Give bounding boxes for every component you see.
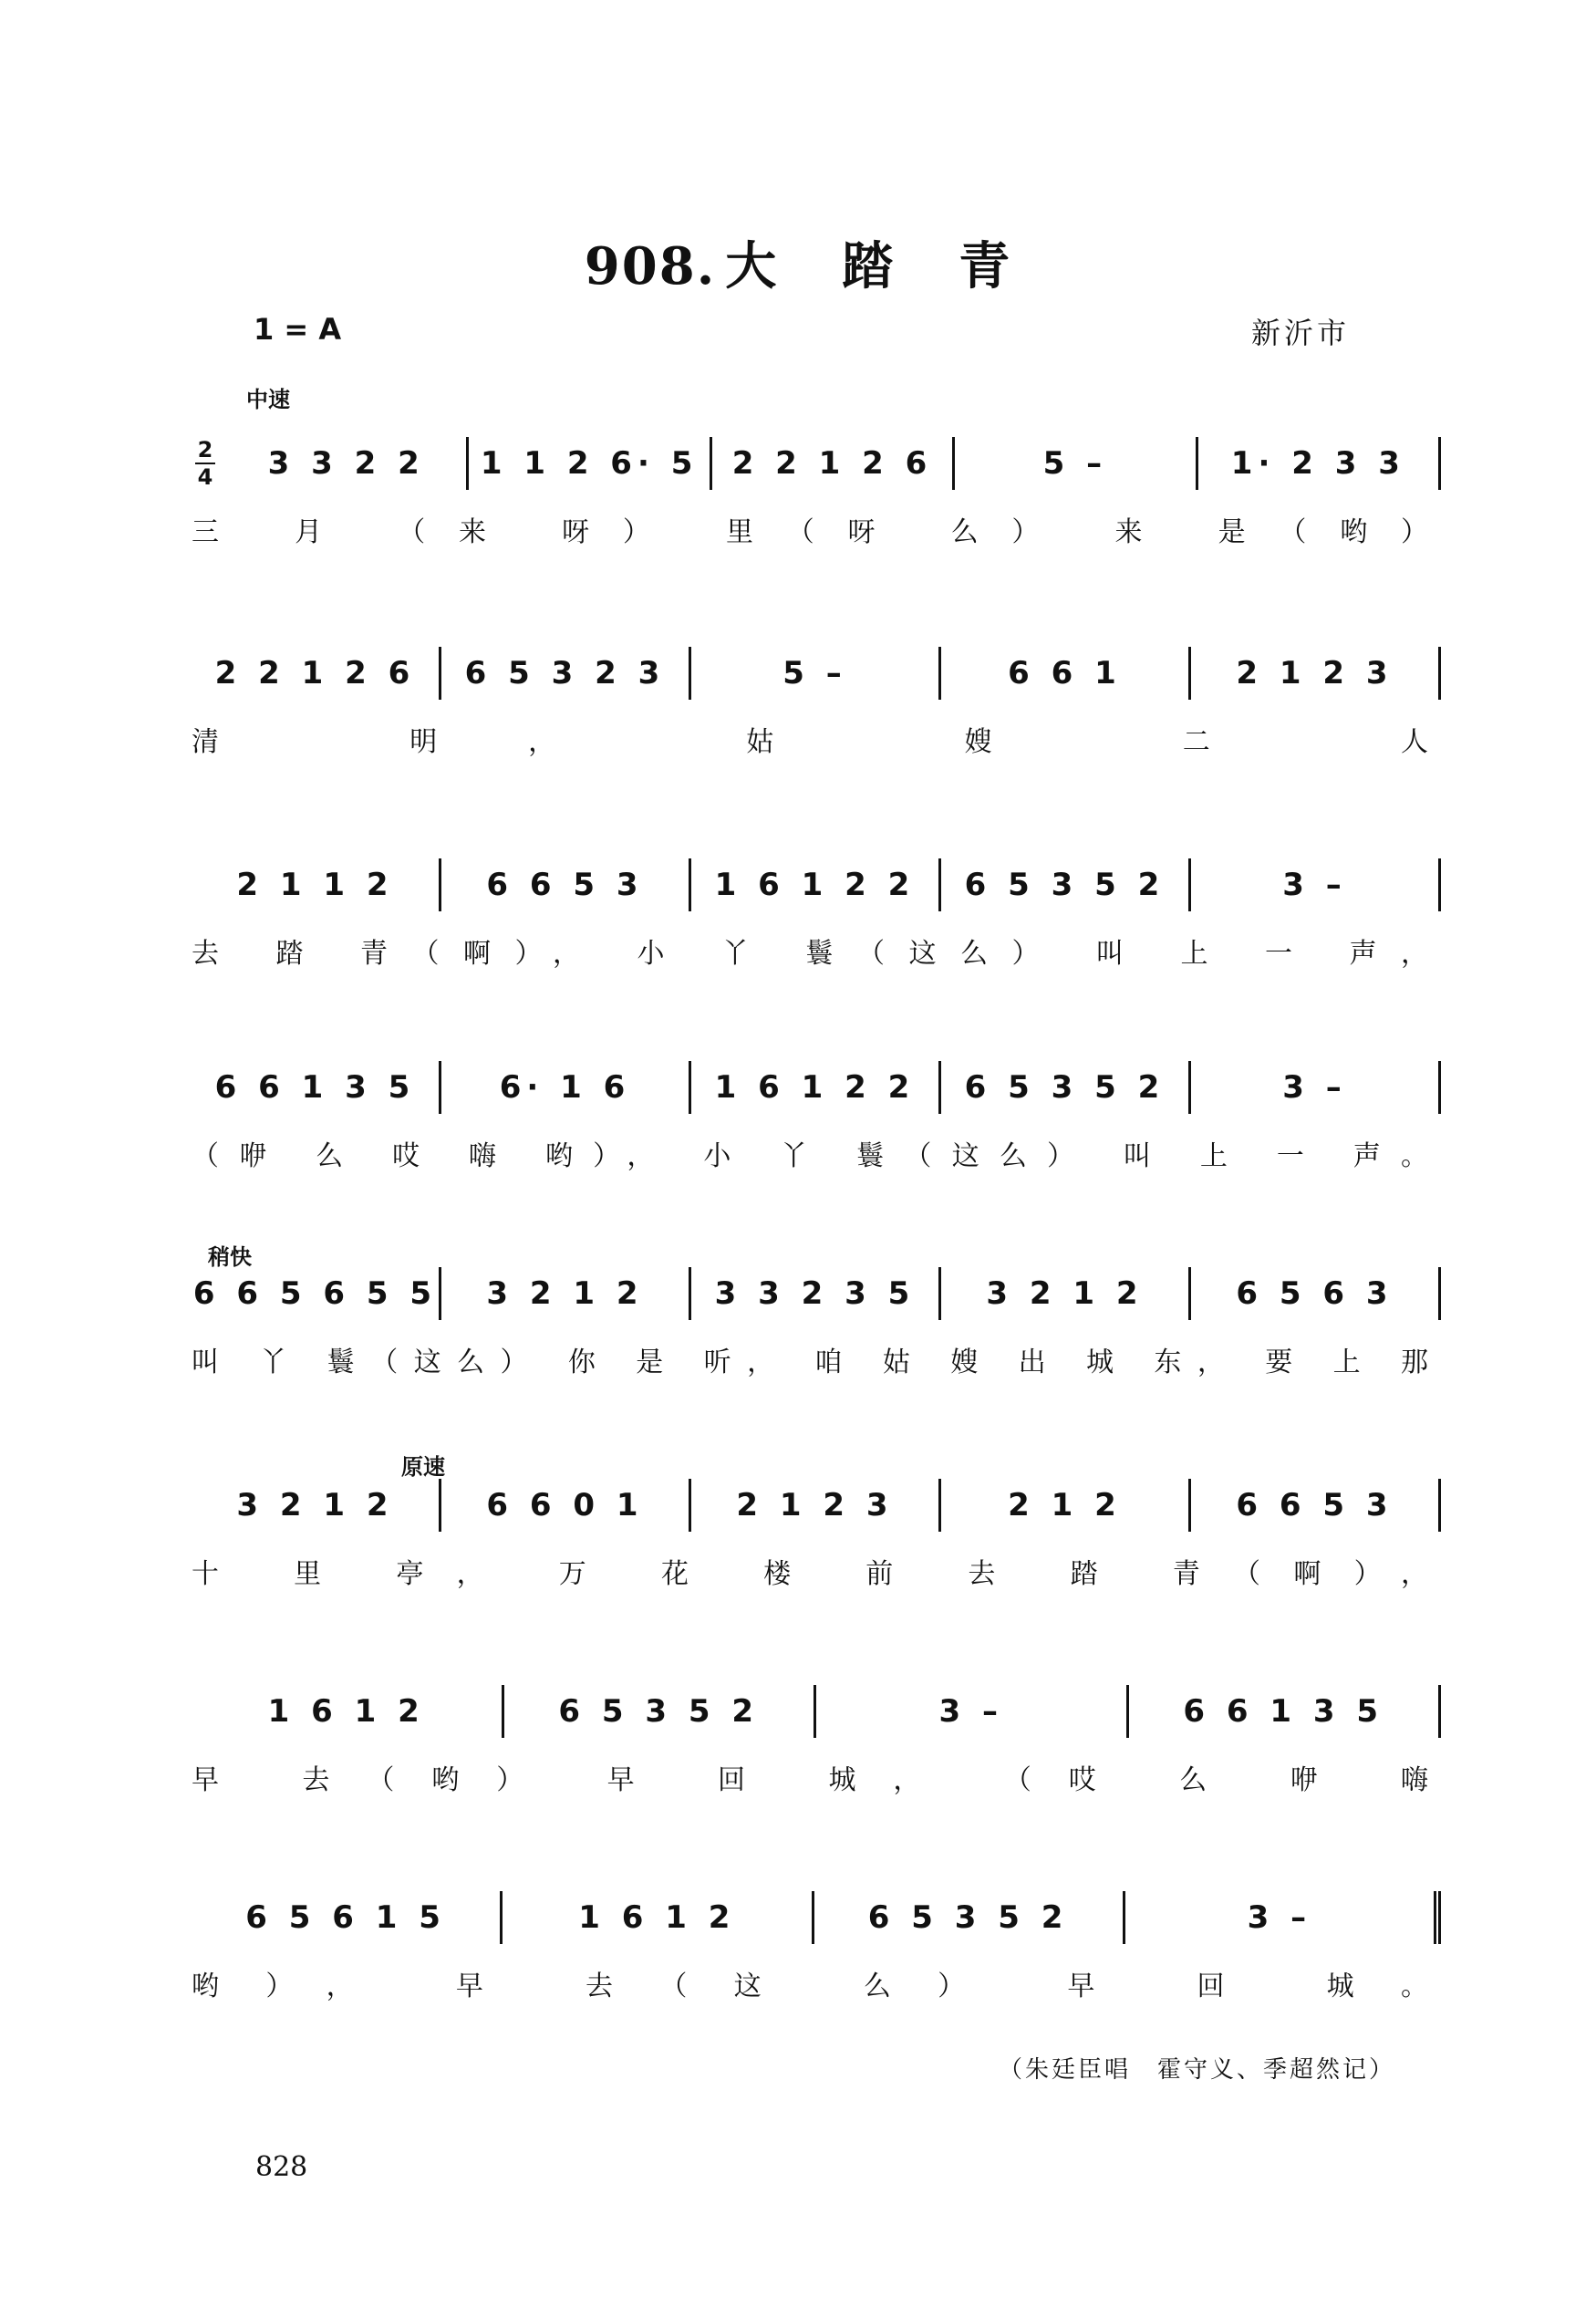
- measure: 2 1 2: [941, 1479, 1191, 1532]
- notes-row: [192, 1478, 1441, 1533]
- song-title: [0, 226, 1596, 299]
- lyrics-line: 十 里 亭， 万 花 楼 前 去 踏 青（啊），: [192, 1558, 1441, 1590]
- score-line-8: [192, 1890, 1441, 2027]
- measure: 6· 1 6: [441, 1061, 691, 1114]
- measure: 6 6 5 3: [1191, 1479, 1441, 1532]
- measure: 1 6 1 2: [192, 1685, 504, 1738]
- measure: 6 6 0 1: [441, 1479, 691, 1532]
- notes-row: [192, 646, 1441, 701]
- measure: 6 5 3 5 2: [941, 858, 1191, 911]
- measure: 3 2 1 2: [441, 1267, 691, 1320]
- measure: 2 1 2 3: [1191, 647, 1441, 700]
- lyrics-line: 哟）， 早 去（这 么） 早 回 城。: [192, 1970, 1441, 2002]
- measure: 6 6 5 6 5 5: [192, 1267, 441, 1320]
- notes-row: [192, 1890, 1441, 1945]
- time-signature: 2 4: [192, 439, 219, 488]
- performer-credit: （朱廷臣唱 霍守义、季超然记）: [999, 2056, 1396, 2084]
- notes-row: [192, 436, 1441, 491]
- measure: 3 2 1 2: [941, 1267, 1191, 1320]
- tempo-mark-initial: 中速: [246, 387, 290, 412]
- notes-row: [192, 858, 1441, 912]
- score-line-6: [192, 1478, 1441, 1615]
- score-line-3: [192, 858, 1441, 994]
- score-line-2: [192, 646, 1441, 783]
- title-char-1: 大: [725, 236, 779, 296]
- measure: 1 6 1 2: [503, 1891, 814, 1944]
- measure: 3 –: [816, 1685, 1129, 1738]
- measure: 6 6 1 3 5: [1129, 1685, 1442, 1738]
- lyrics-line: 叫 丫 鬟（这么） 你 是 听， 咱 姑 嫂 出 城 东， 要 上 那: [192, 1347, 1441, 1378]
- measure: 6 6 5 3: [441, 858, 691, 911]
- measure: 3 3 2 2: [226, 437, 469, 490]
- notes-row: [192, 1684, 1441, 1739]
- lyrics-line: 早 去（哟） 早 回 城， （哎 么 咿 嗨: [192, 1764, 1441, 1796]
- measure: 3 2 1 2: [192, 1479, 441, 1532]
- measure: 2 2 1 2 6: [192, 647, 441, 700]
- notes-row: [192, 1060, 1441, 1115]
- measure: 2 1 2 3: [691, 1479, 941, 1532]
- measure: 5 –: [691, 647, 941, 700]
- final-measure: 3 –: [1125, 1891, 1441, 1944]
- measure: 6 6 1 3 5: [192, 1061, 441, 1114]
- measure: 6 5 6 3: [1191, 1267, 1441, 1320]
- measure: 1 6 1 2 2: [691, 1061, 941, 1114]
- score-line-5: [192, 1266, 1441, 1403]
- tempo-mark-faster: 稍快: [208, 1244, 252, 1270]
- title-char-2: 踏: [842, 236, 896, 296]
- tempo-mark-original: 原速: [401, 1454, 445, 1480]
- place-of-origin: 新沂市: [1251, 316, 1351, 350]
- score-line-4: [192, 1060, 1441, 1197]
- measure: 6 5 3 2 3: [441, 647, 691, 700]
- measure: 3 –: [1191, 858, 1441, 911]
- measure: 3 –: [1191, 1061, 1441, 1114]
- measure: 1· 2 3 3: [1198, 437, 1441, 490]
- lyrics-line: 去 踏 青（啊）， 小 丫 鬟（这么） 叫 上 一 声，: [192, 938, 1441, 970]
- measure: 6 5 3 5 2: [814, 1891, 1125, 1944]
- key-signature: 1 = A: [254, 312, 342, 347]
- score-line-1: [192, 436, 1441, 573]
- measure: 6 5 3 5 2: [504, 1685, 817, 1738]
- page-number: 828: [255, 2151, 308, 2183]
- score-line-7: [192, 1684, 1441, 1821]
- measure: 3 3 2 3 5: [691, 1267, 941, 1320]
- song-number: 908.: [584, 236, 717, 296]
- lyrics-line: 三 月 （来 呀） 里（呀 么） 来 是（哟）: [192, 516, 1441, 548]
- measure: 2 1 1 2: [192, 858, 441, 911]
- lyrics-line: （咿 么 哎 嗨 哟）， 小 丫 鬟（这么） 叫 上 一 声。: [192, 1140, 1441, 1172]
- measure: 2 2 1 2 6: [712, 437, 955, 490]
- title-char-3: 青: [959, 236, 1012, 296]
- measure: 1 6 1 2 2: [691, 858, 941, 911]
- lyrics-line: 清 明， 姑 嫂 二 人: [192, 726, 1441, 758]
- measure: 5 –: [955, 437, 1197, 490]
- measure: 6 5 6 1 5: [192, 1891, 503, 1944]
- measure: 1 1 2 6· 5: [469, 437, 711, 490]
- measure: 6 5 3 5 2: [941, 1061, 1191, 1114]
- measure: 6 6 1: [941, 647, 1191, 700]
- notes-row: [192, 1266, 1441, 1321]
